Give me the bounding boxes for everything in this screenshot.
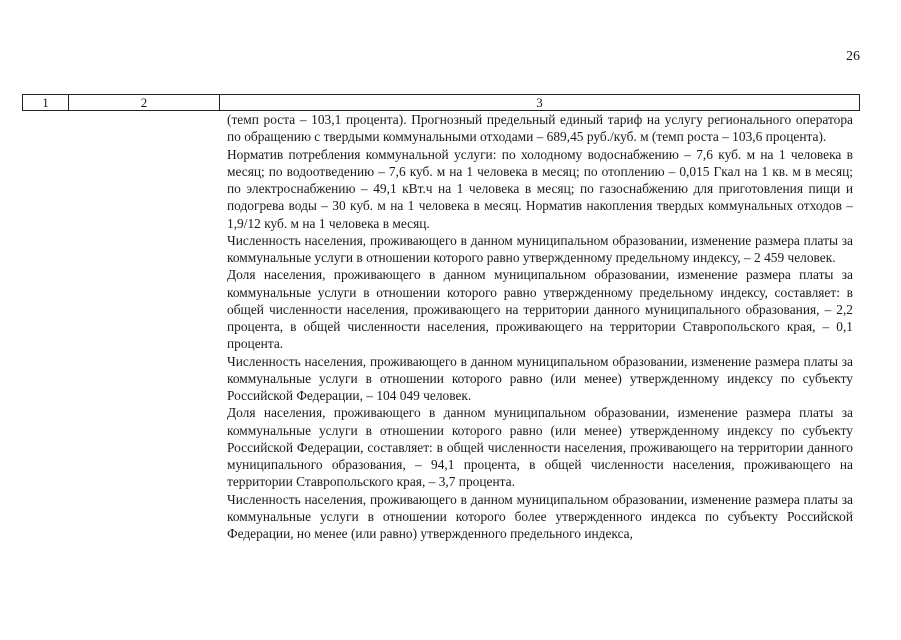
page-number: 26 xyxy=(846,49,860,64)
paragraph: Норматив потребления коммунальной услуги: по холодному водоснабжению – 7,6 куб. м на 1 человека в месяц; по водоотведению – 7,6 куб. м на 1 человека в месяц; по отоплению – 0,015 Гкал на 1 кв. м в месяц; по электроснабжению – 49,1 кВт.ч на 1 человека в месяц; по газоснабжению для приготовления пищи и подогрева воды – 30 куб. м на 1 человека в месяц. Норматив накопления твердых коммунальных отходов – 1,9/12 куб. м на 1 человека в месяц. xyxy=(227,146,853,231)
document-body xyxy=(227,111,853,542)
paragraph: Численность населения, проживающего в данном муниципальном образовании, изменение размера платы за коммунальные услуги в отношении которого равно (или менее) утвержденному индексу по субъекту Российской Федерации, – 104 049 человек. xyxy=(227,353,853,403)
table-header-col-2: 2 xyxy=(69,95,220,110)
paragraph: Численность населения, проживающего в данном муниципальном образовании, изменение размера платы за коммунальные услуги в отношении которого равно утвержденному предельному индексу, – 2 459 человек. xyxy=(227,232,853,265)
paragraph: (темп роста – 103,1 процента). Прогнозный предельный единый тариф на услугу регионального оператора по обращению с твердыми коммунальными отходами – 689,45 руб./куб. м (темп роста – 103,6 процента). xyxy=(227,112,853,145)
table-header-col-1: 1 xyxy=(23,95,69,110)
paragraph: Численность населения, проживающего в данном муниципальном образовании, изменение размера платы за коммунальные услуги в отношении которого более утвержденного индекса по субъекту Российской Федерации, но менее (или равно) утвержденного предельного индекса, xyxy=(227,491,853,541)
table-header-row xyxy=(22,94,860,111)
paragraph: Доля населения, проживающего в данном муниципальном образовании, изменение размера платы за коммунальные услуги в отношении которого равно (или менее) утвержденному индексу по субъекту Российской Федерации, составляет: в общей численности населения, проживающего на территории данного муниципального образования, – 94,1 процента, в общей численности населения, проживающего на территории Ставропольского края, – 3,7 процента. xyxy=(227,405,853,490)
table-header-col-3: 3 xyxy=(536,95,543,110)
paragraph: Доля населения, проживающего в данном муниципальном образовании, изменение размера платы за коммунальные услуги в отношении которого равно утвержденному предельному индексу, составляет: в общей численности населения, проживающего на территории данного муниципального образования, – 2,2 процента, в общей численности населения, проживающего на территории Ставропольского края, – 0,1 процента. xyxy=(227,267,853,352)
